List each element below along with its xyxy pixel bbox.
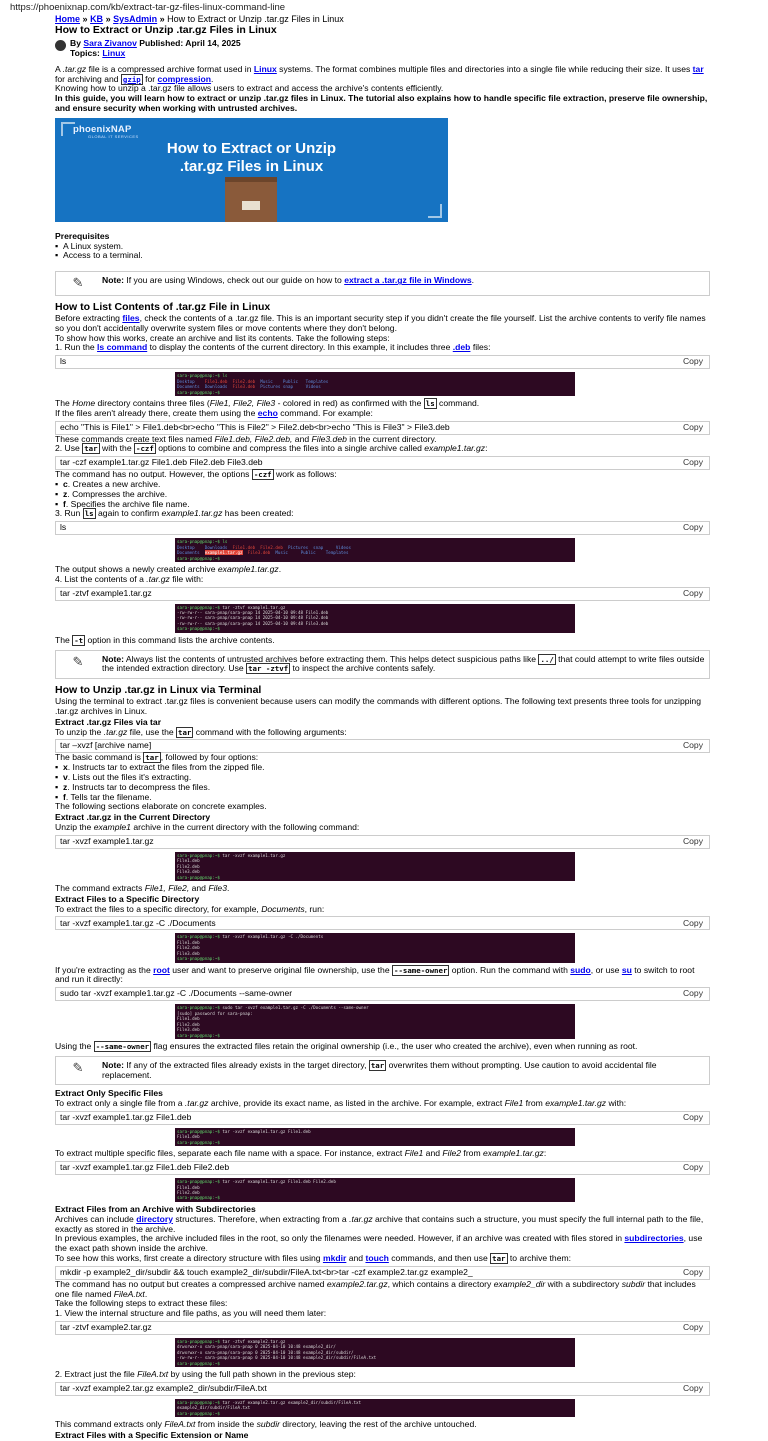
code-block: tar -xvzf example2.tar.gz example2_dir/subdir/FileA.txt Copy — [55, 1382, 710, 1396]
list-item: ▪ f. Specifies the archive file name. — [55, 500, 710, 510]
article: Home » KB » SysAdmin » How to Extract or Unzip .tar.gz Files in Linux How to Extract or Unzip .tar.gz Files in Linux By Sara Zivanov Published: April 14, 2025 Topics: Linux A .tar.gz file is a compressed archive format used in Linux systems. The format combines multiple files and directories into a single file while reducing their size. It uses tar for archiving and gzip for compression. Knowing how to unzip a .tar.gz file allows users to extract and access the archive's contents efficiently. In this guide, you will learn how to extract or unzip .tar.gz files in Linux. The tutorial also explains how to handle specific file extraction, preserve file ownership, and ensure security when working with untrusted archives. phoenixNAP GLOBAL IT SERVICES How to Extract or Unzip .tar.gz Files in Linux Prerequisites ▪ A Linux system. ▪ Access to a terminal. ✎ Note: If you are using Windows, check out our guide on how to extract a .tar.gz file in Windows. How to List Contents of .tar.gz File in Linux Before extracting files, check the contents of a .tar.gz file. This is an important security step if you didn't create the file yourself. List the archive contents to verify file names so you don't accidentally overwrite system files or move contents where they don't belong. To show how this works, create an archive and list its contents. Take the following steps: 1. Run the ls command to display the contents of the current directory. In this example, it includes three .deb files: ls Copy sara-pnap@pnap:~$ ls Desktop File1.deb File2.deb Music Public Templates Documents Downloads File3.deb Pictures snap Videos sara-pnap@pnap:~$ The Home directory contains three files (File1, File2, File3 - colored in red) as confirmed with the ls command. If the files aren't already there, create them using the echo command. For example: echo "This is File1" > File1.deb<br>echo "This is File2" > File2.deb<br>echo "This is File3" > File3.deb Copy These commands create text files named File1.deb, File2.deb, and File3.deb in the current directory. 2. Use tar with the -czf options to combine and compress the files into a single archive called example1.tar.gz: tar -czf example1.tar.gz File1.deb File2.deb File3.deb Copy The command has no output. However, the options -czf work as follows: ▪ c. Creates a new archive. ▪ z. Compresses the archive. ▪ f. Specifies the archive file name. 3. Run ls again to confirm example1.tar.gz has been created: ls Copy sara-pnap@pnap:~$ ls Desktop Downloads File1.deb File2.deb Pictures snap Videos Documents example1.tar.gz File3.deb Music Public Templates sara-pnap@pnap:~$ The output shows a newly created archive example1.tar.gz. 4. List the contents of a .tar.gz file with: tar -ztvf example1.tar.gz Copy sara-pnap@pnap:~$ tar -ztvf example1.tar.gz -rw-rw-r-- sara-pnap/sara-pnap 14 2025-04-10 09:48 File1.deb -rw-rw-r-- sara-pnap/sara-pnap 14 2025-04-10 09:48 File2.deb -rw-rw-r-- sara-pnap/sara-pnap 14 2025-04-10 09:48 File3.deb sara-pnap@pnap:~$ The -t option in this command lists the archive contents. ✎ Note: Always list the contents of untrusted archives before extracting them. This helps detect suspicious paths like ../ that could attempt to write files outside the intended extraction directory. Use tar -ztvf to inspect the archive contents safely. How to Unzip .tar.gz in Linux via Terminal Using the terminal to extract .tar.gz files is convenient because users can modify the commands with different options. The following text presents three tools for unzipping .tar.gz archives in Linux. Extract .tar.gz Files via tar To unzip the .tar.gz file, use the tar command with the following arguments: tar –xvzf [archive name] Copy The basic command is tar , followed by four options: ▪ x. Instructs tar to extract the files from the zipped file. ▪ v. Lists out the files it's extracting. ▪ z. Instructs tar to decompress the files. ▪ f. Tells tar the filename. The following sections elaborate on concrete examples. Extract .tar.gz in the Current Directory Unzip the example1 archive in the current directory with the following command: tar -xvzf example1.tar.gz Copy sara-pnap@pnap:~$ tar -xvzf example1.tar.gz File1.deb File2.deb File3.deb sara-pnap@pnap:~$ The command extracts File1, File2, and File3. Extract Files to a Specific Directory To extract the files to a specific directory, for example, Documents, run: tar -xvzf example1.tar.gz -C ./Documents Copy sara-pnap@pnap:~$ tar -xvzf example1.tar.gz -C ./Documents File1.deb File2.deb File3.deb sara-pnap@pnap:~$ If you're extracting as the root user and want to preserve original file ownership, use the --same-owner option. Run the command with sudo, or use su to switch to root and run it directly: sudo tar -xvzf example1.tar.gz -C ./Documents --same-owner Copy sara-pnap@pnap:~$ sudo tar -xvzf example1.tar.gz -C ./Documents --same-owner [sudo] password for sara-pnap: File1.deb File2.deb File3.deb sara-pnap@pnap:~$ Using the --same-owner flag ensures the extracted files retain the original ownership (i.e., the user who created the archive), even when running as root. ✎ Note: If any of the extracted files already exists in the target directory, tar overwrites them without prompting. Use caution to avoid accidental file replacement. Extract Only Specific Files To extract only a single file from a .tar.gz archive, provide its exact name, as listed in the archive. For example, extract File1 from example1.tar.gz with: tar -xvzf example1.tar.gz File1.deb Copy sara-pnap@pnap:~$ tar -xvzf example1.tar.gz File1.deb File1.deb sara-pnap@pnap:~$ To extract multiple specific files, separate each file name with a space. For instance, extract File1 and File2 from example1.tar.gz: tar -xvzf example1.tar.gz File1.deb File2.deb Copy sara-pnap@pnap:~$ tar -xvzf example1.tar.gz File1.deb File2.deb File1.deb File2.deb sara-pnap@pnap:~$ Extract Files from an Archive with Subdirectories Archives can include directory structures. Therefore, when extracting from a .tar.gz archive that contains such a structure, you must specify the full internal path to the file, exactly as stored in the archive. In previous examples, the archive included files in the root, so only the filenames were needed. However, if an archive was created with files stored in subdirectories, use the exact path shown inside the archive. To see how this works, first create a directory structure with files using mkdir and touch commands, and then use tar to archive them: mkdir -p example2_dir/subdir && touch example2_dir/subdir/FileA.txt<br>tar -czf example2.tar.gz example2_ Copy The command has no output but creates a compressed archive named example2.tar.gz, which contains a directory example2_dir with a subdirectory subdir that includes one file named FileA.txt. Take the following steps to extract these files: 1. View the internal structure and file paths, as you will need them later: tar -ztvf example2.tar.gz Copy sara-pnap@pnap:~$ tar -ztvf example2.tar.gz drwxrwxr-x sara-pnap/sara-pnap 0 2025-04-10 10:48 example2_dir/ drwxrwxr-x sara-pnap/sara-pnap 0 2025-04-10 10:48 example2_dir/subdir/ -rw-rw-r-- sara-pnap/sara-pnap 0 2025-04-10 10:48 example2_dir/subdir/FileA.txt sara-pnap@pnap:~$ 2. Extract just the file FileA.txt by using the full path shown in the previous step: tar -xvzf example2.tar.gz example2_dir/subdir/FileA.txt Copy sara-pnap@pnap:~$ tar -xvzf example2.tar.gz example2_dir/subdir/FileA.txt example2_dir/subdir/FileA.txt sara-pnap@pnap:~$ This command extracts only FileA.txt from inside the subdir directory, leaving the rest of the archive untouched. Extract Files with a Specific Extension or Name — [55, 14, 710, 1441]
copy-button[interactable]: Copy — [682, 1383, 703, 1394]
subsection-heading: Extract Only Specific Files — [55, 1088, 163, 1099]
list-item: ▪ f. Tells tar the filename. — [55, 793, 710, 803]
code-block: tar –xvzf [archive name] Copy — [55, 739, 710, 753]
corner-decoration — [428, 204, 442, 218]
logo-tagline: GLOBAL IT SERVICES — [88, 133, 139, 139]
note-box: ✎ Note: Always list the contents of untrusted archives before extracting them. This helps detect suspicious paths like ../ that could attempt to write files outside the intended extraction directory. Use tar -ztvf to inspect the archive contents safely. — [55, 650, 710, 680]
sudo-link[interactable]: sudo — [570, 964, 591, 975]
terminal-line: sara-pnap@pnap:~$ — [177, 1139, 220, 1145]
terminal-line: drwxrwxr-x sara-pnap/sara-pnap 0 2025-04-10 10:48 example2_dir/subdir/ — [177, 1349, 354, 1355]
section-heading: How to Unzip .tar.gz in Linux via Terminal — [55, 684, 262, 697]
terminal-line: -rw-rw-r-- sara-pnap/sara-pnap 14 2025-04-10 09:48 File3.deb — [177, 620, 329, 626]
section-heading: How to List Contents of .tar.gz File in Linux — [55, 301, 271, 313]
breadcrumb-home[interactable]: Home — [55, 14, 81, 24]
terminal-line: [sudo] password for sara-pnap: — [177, 1010, 253, 1016]
terminal-line: File1.deb — [177, 939, 200, 945]
terminal-line: sara-pnap@pnap:~$ — [177, 874, 220, 880]
subsection-heading: Extract Files to a Specific Directory — [55, 893, 200, 904]
copy-button[interactable]: Copy — [682, 356, 703, 367]
terminal-line: sara-pnap@pnap:~$ sudo tar -xvzf example1.tar.gz -C ./Documents --same-owner — [177, 1005, 369, 1011]
terminal-line: File1.deb — [177, 1016, 200, 1022]
code-block: echo "This is File1" > File1.deb<br>echo "This is File2" > File2.deb<br>echo "This is File3" > File3.deb Copy — [55, 421, 710, 435]
terminal-screenshot — [175, 1399, 575, 1417]
published-date: Published: April 14, 2025 — [139, 38, 241, 49]
terminal-line: sara-pnap@pnap:~$ tar -ztvf example1.tar.gz — [177, 604, 286, 610]
byline-by: By — [70, 38, 81, 49]
terminal-screenshot — [175, 538, 575, 562]
breadcrumb — [55, 14, 710, 24]
code-block: tar -xvzf example1.tar.gz File1.deb File2.deb Copy — [55, 1161, 710, 1175]
code-block: tar -xvzf example1.tar.gz Copy — [55, 835, 710, 849]
list-item: ▪ z. Compresses the archive. — [55, 490, 710, 500]
copy-button[interactable]: Copy — [682, 522, 703, 533]
terminal-line: File3.deb — [177, 869, 200, 875]
terminal-line: Desktop File1.deb File2.deb Music Public Templates — [177, 378, 329, 384]
gzip-link[interactable]: gzip — [122, 74, 141, 84]
terminal-line: Documents Downloads File3.deb Pictures snap Videos — [177, 384, 321, 390]
copy-button[interactable]: Copy — [682, 1266, 703, 1277]
author-avatar — [55, 40, 66, 51]
terminal-line: sara-pnap@pnap:~$ ls — [177, 373, 228, 379]
copy-button[interactable]: Copy — [682, 988, 703, 999]
code-block: mkdir -p example2_dir/subdir && touch example2_dir/subdir/FileA.txt<br>tar -czf example2.tar.gz example2_ Copy — [55, 1266, 710, 1280]
subsection-heading: Extract .tar.gz Files via tar — [55, 716, 162, 727]
terminal-line: sara-pnap@pnap:~$ — [177, 1410, 220, 1416]
phoenixnap-logo: phoenixNAP — [73, 123, 132, 135]
terminal-line: sara-pnap@pnap:~$ — [177, 1195, 220, 1201]
note-icon: ✎ — [72, 1059, 84, 1075]
list-item: ▪ v. Lists out the files it's extracting. — [55, 773, 710, 783]
author-link[interactable]: Sara Zivanov — [83, 38, 137, 49]
code-block: ls Copy — [55, 521, 710, 535]
copy-button[interactable]: Copy — [682, 457, 703, 468]
subsection-heading: Extract .tar.gz in the Current Directory — [55, 812, 211, 823]
subdirectories-link[interactable]: subdirectories — [624, 1233, 684, 1244]
copy-button[interactable]: Copy — [682, 917, 703, 928]
terminal-line: sara-pnap@pnap:~$ — [177, 1360, 220, 1366]
code-block: sudo tar -xvzf example1.tar.gz -C ./Documents --same-owner Copy — [55, 987, 710, 1001]
echo-link[interactable]: echo — [257, 407, 278, 418]
code-block: tar -ztvf example1.tar.gz Copy — [55, 587, 710, 601]
page-url: https://phoenixnap.com/kb/extract-tar-gz-files-linux-command-line — [10, 2, 286, 13]
terminal-screenshot — [175, 604, 575, 633]
tar-link[interactable]: tar — [692, 63, 704, 74]
terminal-line: sara-pnap@pnap:~$ — [177, 626, 220, 632]
terminal-line: File2.deb — [177, 945, 200, 951]
terminal-line: File2.deb — [177, 1190, 200, 1196]
hero-title-line1: How to Extract or Unzip — [166, 139, 337, 157]
breadcrumb-sep: » — [105, 14, 111, 24]
topic-link[interactable]: Linux — [102, 48, 126, 59]
breadcrumb-sysadmin[interactable]: SysAdmin — [113, 14, 158, 24]
directory-link[interactable]: directory — [136, 1213, 173, 1224]
terminal-screenshot — [175, 933, 575, 962]
terminal-line: sara-pnap@pnap:~$ — [177, 555, 220, 561]
terminal-line: File1.deb — [177, 1184, 200, 1190]
terminal-screenshot — [175, 1338, 575, 1367]
code-block: tar -xvzf example1.tar.gz File1.deb Copy — [55, 1111, 710, 1125]
intro-paragraph: A .tar.gz file is a compressed archive format used in Linux systems. The format combines multiple files and directories into a single file while reducing their size. It uses tar for archiving and gzip for compression. — [55, 63, 704, 84]
terminal-line: File2.deb — [177, 1021, 200, 1027]
topics-label: Topics: — [70, 48, 100, 59]
terminal-line: sara-pnap@pnap:~$ tar -xvzf example2.tar.gz example2_dir/subdir/FileA.txt — [177, 1399, 362, 1405]
copy-button[interactable]: Copy — [682, 835, 703, 846]
terminal-line: Documents example1.tar.gz File3.deb Music Public Templates — [177, 550, 349, 556]
terminal-line: File3.deb — [177, 1027, 200, 1033]
byline — [55, 39, 710, 59]
copy-button[interactable]: Copy — [682, 1162, 703, 1173]
breadcrumb-kb[interactable]: KB — [90, 14, 104, 24]
breadcrumb-current: How to Extract or Unzip .tar.gz Files in Linux — [167, 14, 344, 24]
terminal-line: File1.deb — [177, 858, 200, 864]
note-icon: ✎ — [72, 275, 84, 291]
copy-button[interactable]: Copy — [682, 421, 703, 432]
deb-link[interactable]: .deb — [452, 342, 471, 353]
windows-guide-link[interactable]: extract a .tar.gz file in Windows — [344, 275, 472, 286]
terminal-screenshot — [175, 1178, 575, 1202]
list-item: ▪ Access to a terminal. — [55, 251, 710, 261]
copy-button[interactable]: Copy — [682, 587, 703, 598]
terminal-line: File3.deb — [177, 950, 200, 956]
note-icon: ✎ — [72, 653, 84, 669]
breadcrumb-sep: » — [159, 14, 165, 24]
terminal-line: -rw-rw-r-- sara-pnap/sara-pnap 14 2025-04-10 09:48 File1.deb — [177, 610, 329, 615]
terminal-line: -rw-rw-r-- sara-pnap/sara-pnap 0 2025-04-10 10:48 example2_dir/subdir/FileA.txt — [177, 1355, 377, 1361]
terminal-line: sara-pnap@pnap:~$ ls — [177, 539, 228, 545]
terminal-line: Desktop Downloads File1.deb File2.deb Pictures snap Videos — [177, 544, 351, 550]
copy-button[interactable]: Copy — [682, 1112, 703, 1123]
options-list — [55, 763, 710, 802]
list-item: ▪ A Linux system. — [55, 242, 710, 252]
touch-link[interactable]: touch — [365, 1252, 389, 1263]
terminal-screenshot — [175, 1004, 575, 1039]
subsection-heading: Extract Files with a Specific Extension or Name — [55, 1430, 249, 1441]
page-title: How to Extract or Unzip .tar.gz Files in Linux — [55, 24, 277, 37]
code-block: ls Copy — [55, 355, 710, 369]
mkdir-link[interactable]: mkdir — [322, 1252, 347, 1263]
breadcrumb-sep: » — [82, 14, 88, 24]
root-link[interactable]: root — [153, 964, 170, 975]
terminal-line: sara-pnap@pnap:~$ tar -xvzf example1.tar.gz File1.deb File2.deb — [177, 1179, 336, 1185]
hero-title-line2: .tar.gz Files in Linux — [179, 157, 324, 175]
terminal-screenshot — [175, 852, 575, 881]
archive-box-icon — [225, 177, 277, 222]
terminal-line: sara-pnap@pnap:~$ tar -xvzf example1.tar.gz -C ./Documents — [177, 934, 324, 940]
list-item: ▪ z. Instructs tar to decompress the files. — [55, 783, 710, 793]
intro-paragraph-3: In this guide, you will learn how to extract or unzip .tar.gz files in Linux. The tutorial also explains how to handle specific file extraction, preserve file ownership, and ensure security when working with untrusted archives. — [55, 93, 708, 113]
terminal-line: example2_dir/subdir/FileA.txt — [177, 1405, 251, 1411]
ls-command-link[interactable]: ls command — [97, 342, 148, 353]
files-link[interactable]: files — [122, 312, 140, 323]
terminal-line: File2.deb — [177, 863, 200, 869]
compression-link[interactable]: compression — [157, 73, 212, 84]
copy-button[interactable]: Copy — [682, 740, 703, 751]
subsection-heading: Extract Files from an Archive with Subdirectories — [55, 1203, 256, 1214]
code-block: tar -ztvf example2.tar.gz Copy — [55, 1321, 710, 1335]
terminal-line: sara-pnap@pnap:~$ — [177, 956, 220, 962]
terminal-line: File1.deb — [177, 1134, 200, 1140]
note-box: ✎ Note: If any of the extracted files already exists in the target directory, tar overwrites them without prompting. Use caution to avoid accidental file replacement. — [55, 1056, 710, 1086]
intro-paragraph-2: Knowing how to unzip a .tar.gz file allows users to extract and access the archive's contents efficiently. — [55, 83, 444, 94]
options-list — [55, 480, 710, 509]
terminal-line: sara-pnap@pnap:~$ tar -ztvf example2.tar.gz — [177, 1338, 286, 1344]
terminal-line: sara-pnap@pnap:~$ tar -xvzf example1.tar.gz File1.deb — [177, 1128, 311, 1134]
terminal-line: sara-pnap@pnap:~$ — [177, 389, 220, 395]
list-item: ▪ c. Creates a new archive. — [55, 480, 710, 490]
terminal-line: -rw-rw-r-- sara-pnap/sara-pnap 14 2025-04-10 09:48 File2.deb — [177, 615, 329, 621]
list-item: ▪ x. Instructs tar to extract the files from the zipped file. — [55, 763, 710, 773]
prereq-list — [55, 242, 710, 262]
terminal-line: sara-pnap@pnap:~$ tar -xvzf example1.tar.gz — [177, 852, 286, 858]
terminal-screenshot — [175, 372, 575, 396]
terminal-line: drwxrwxr-x sara-pnap/sara-pnap 0 2025-04-10 10:48 example2_dir/ — [177, 1344, 336, 1350]
copy-button[interactable]: Copy — [682, 1322, 703, 1332]
su-link[interactable]: su — [621, 964, 632, 975]
code-block: tar -czf example1.tar.gz File1.deb File2.deb File3.deb Copy — [55, 456, 710, 470]
code-block: tar -xvzf example1.tar.gz -C ./Documents Copy — [55, 916, 710, 930]
hero-banner — [55, 118, 448, 222]
note-box: ✎ Note: If you are using Windows, check out our guide on how to extract a .tar.gz file in Windows. — [55, 271, 710, 296]
terminal-line: sara-pnap@pnap:~$ — [177, 1032, 220, 1038]
terminal-screenshot — [175, 1128, 575, 1146]
prereq-heading: Prerequisites — [55, 230, 110, 241]
linux-link[interactable]: Linux — [253, 63, 277, 74]
